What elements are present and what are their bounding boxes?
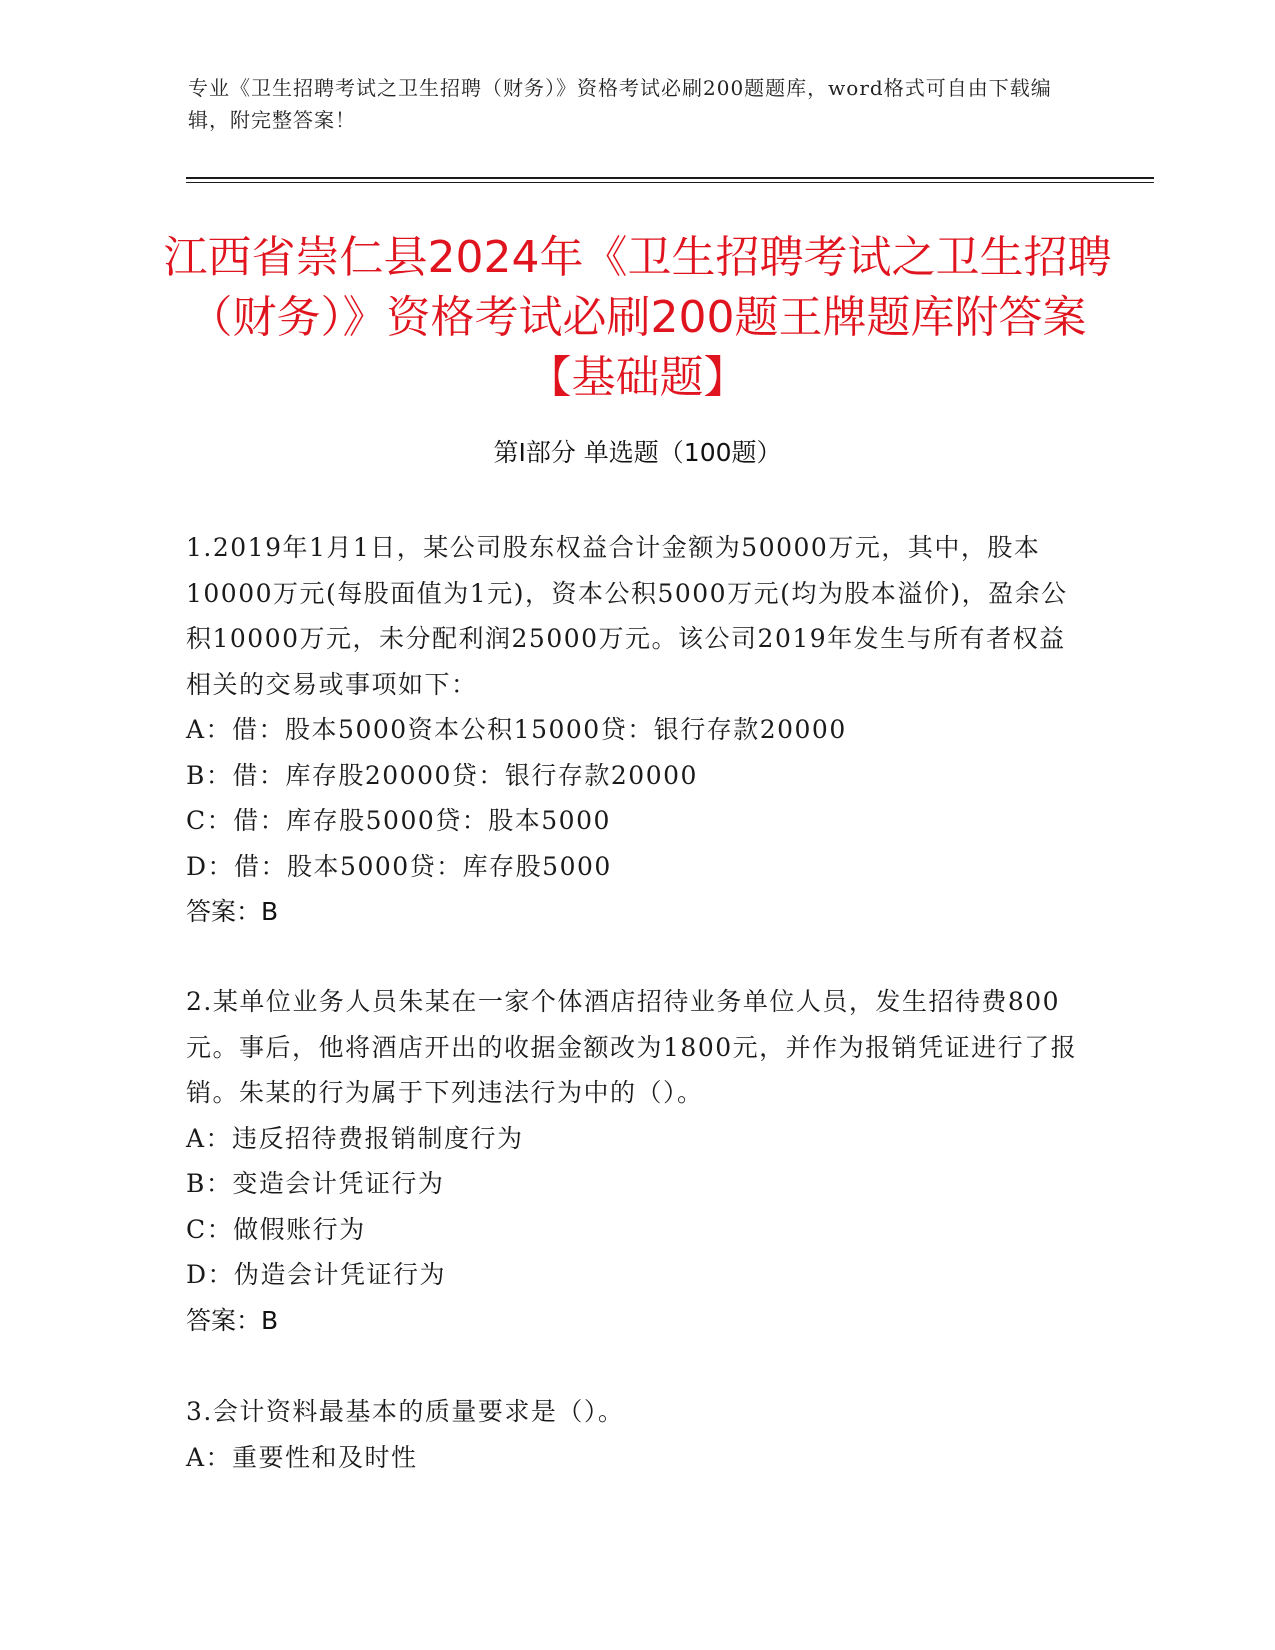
- option-d: D：伪造会计凭证行为: [186, 1260, 447, 1289]
- question-3: [186, 1389, 1086, 1480]
- document-title: 江西省崇仁县2024年《卫生招聘考试之卫生招聘（财务）》资格考试必刷200题王牌题库附答案【基础题】: [163, 232, 1112, 403]
- answer: 答案：B: [186, 897, 279, 926]
- option-a: A：重要性和及时性: [186, 1442, 418, 1472]
- header-note: 专业《卫生招聘考试之卫生招聘（财务）》资格考试必刷200题题库，word格式可自由下载编辑，附完整答案！: [188, 76, 1052, 132]
- question-stem: 2.某单位业务人员朱某在一家个体酒店招待业务单位人员，发生招待费800元。事后，他将酒店开出的收据金额改为1800元，并作为报销凭证进行了报销。朱某的行为属于下列违法行为中的（）。: [186, 987, 1078, 1107]
- question-stem: 1.2019年1月1日，某公司股东权益合计金额为50000万元，其中，股本10000万元(每股面值为1元)，资本公积5000万元(均为股本溢价)，盈余公积10000万元，未分配利润25000万元。该公司2019年发生与所有者权益相关的交易或事项如下：: [186, 533, 1068, 699]
- option-b: B：变造会计凭证行为: [186, 1169, 445, 1198]
- option-a: A：借：股本5000资本公积15000贷：银行存款20000: [186, 715, 847, 744]
- header-rule-thick: [186, 177, 1154, 179]
- question-stem: 3.会计资料最基本的质量要求是（）。: [186, 1397, 625, 1426]
- option-c: C：借：库存股5000贷：股本5000: [186, 806, 611, 835]
- option-a: A：违反招待费报销制度行为: [186, 1123, 524, 1153]
- header-rule-thin: [186, 182, 1154, 183]
- answer: 答案：B: [186, 1305, 279, 1335]
- option-b: B：借：库存股20000贷：银行存款20000: [186, 760, 698, 790]
- question-1: [186, 525, 1086, 935]
- question-2: [186, 979, 1086, 1343]
- section-heading: 第I部分 单选题（100题）: [493, 438, 782, 467]
- option-d: D：借：股本5000贷：库存股5000: [186, 851, 612, 881]
- option-c: C：做假账行为: [186, 1214, 366, 1244]
